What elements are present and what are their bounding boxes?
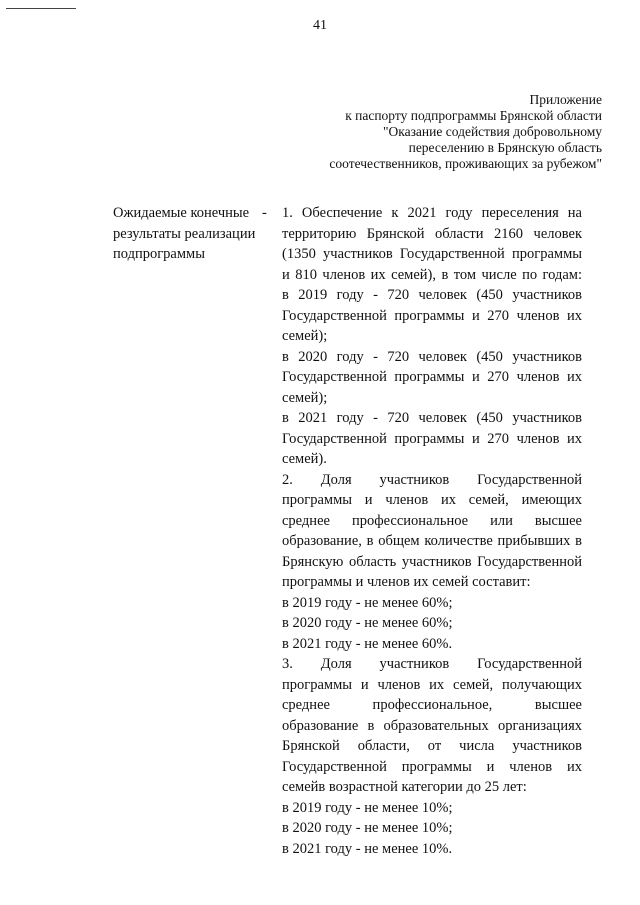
appendix-line: к паспорту подпрограммы Брянской области	[345, 108, 602, 123]
body-text-line: образование, в общем количестве прибывших в	[282, 533, 582, 549]
body-text-line: семей);	[282, 328, 328, 344]
appendix-line: "Оказание содействия добровольному	[382, 124, 602, 139]
body-text-line: семей).	[282, 451, 327, 467]
body-text-line: семейв возрастной категории до 25 лет:	[282, 779, 527, 795]
body-text-line: в 2021 году - 720 человек (450 участников	[282, 410, 582, 426]
row-label	[113, 203, 278, 265]
body-text-line: образование в образовательных организациях	[282, 717, 582, 734]
body-text-line: программы и членов их семей составит:	[282, 574, 531, 590]
body-text-line: Государственной программы и 270 членов их	[282, 307, 582, 324]
body-text-line: 1. Обеспечение к 2021 году переселения на	[282, 205, 582, 221]
row-label-line: подпрограммы	[113, 246, 205, 262]
appendix-line: переселению в Брянскую область	[408, 140, 602, 155]
body-text-line: Государственной программы и 270 членов их	[282, 369, 582, 385]
top-margin-rule	[6, 8, 76, 9]
body-text-line: программы и членов их семей, имеющих	[282, 492, 582, 508]
row-label-line: результаты реализации	[113, 225, 256, 242]
appendix-line: соотечественников, проживающих за рубежом"	[329, 156, 602, 171]
body-text-line: Брянской области, от числа участников	[282, 738, 582, 754]
body-text-line: (1350 участников Государственной программы	[282, 246, 582, 262]
body-text-line: в 2020 году - не менее 60%;	[282, 615, 453, 631]
body-text-line: в 2020 году - 720 человек (450 участников	[282, 348, 582, 365]
body-text-line: в 2021 году - не менее 10%.	[282, 840, 453, 857]
body-text-line: в 2021 году - не менее 60%.	[282, 635, 453, 652]
body-text-line: территорию Брянской области 2160 человек	[282, 225, 582, 242]
body-text-line: программы и членов их семей, получающих	[282, 676, 582, 693]
body-text-line: в 2020 году - не менее 10%;	[282, 820, 453, 836]
body-text-line: и 810 членов их семей), в том числе по годам:	[282, 266, 582, 283]
appendix-line: Приложение	[529, 92, 602, 107]
body-text-line: в 2019 году - не менее 10%;	[282, 799, 453, 816]
body-text-line: 2. Доля участников Государственной	[282, 471, 582, 488]
body-text-line: среднее профессиональное, высшее	[282, 697, 582, 713]
body-text-line: семей);	[282, 389, 328, 406]
appendix-header	[242, 92, 602, 172]
body-text-line: Брянскую область участников Государственной	[282, 553, 582, 570]
row-dash: -	[262, 205, 267, 221]
body-text-line: Государственной программы и членов их	[282, 758, 582, 775]
body-text-line: в 2019 году - не менее 60%;	[282, 594, 453, 611]
page-number: 41	[313, 18, 327, 33]
body-text-line: Государственной программы и 270 членов их	[282, 430, 582, 447]
expected-results-text	[282, 203, 582, 859]
body-text-line: 3. Доля участников Государственной	[282, 656, 582, 672]
body-text-line: среднее профессиональное или высшее	[282, 512, 582, 529]
row-label-line: Ожидаемые конечные	[113, 205, 250, 221]
body-text-line: в 2019 году - 720 человек (450 участников	[282, 287, 582, 303]
